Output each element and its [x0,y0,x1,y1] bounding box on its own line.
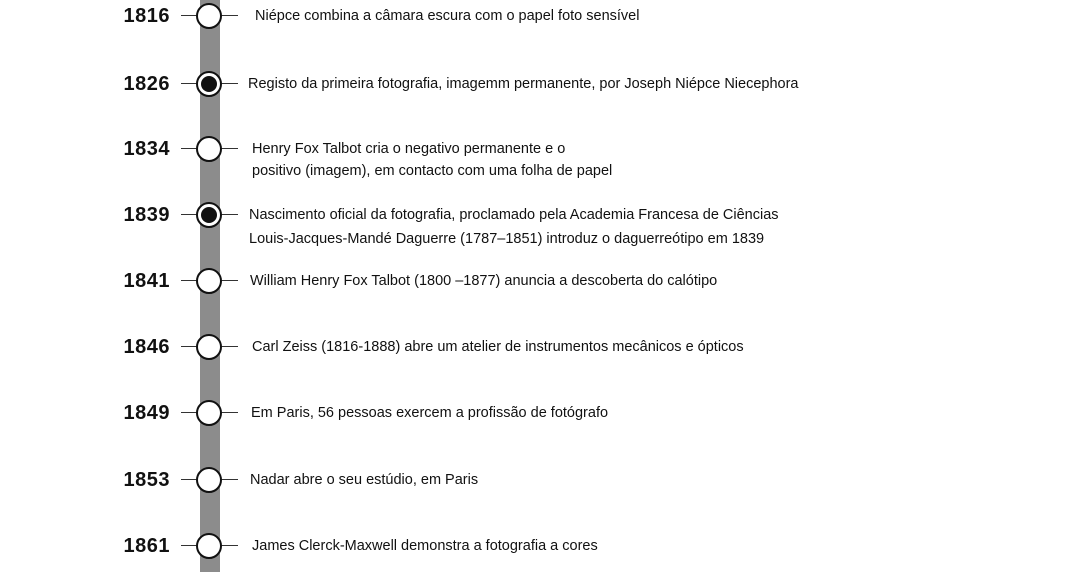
event-description [252,337,744,358]
event-description-line: Em Paris, 56 pessoas exercem a profissão de fotógrafo [251,405,609,421]
connector-right [221,83,238,84]
event-description-line: James Clerck-Maxwell demonstra a fotografia a cores [252,538,598,554]
event-description [250,271,717,292]
event-description [249,205,779,250]
milestone-node [196,268,222,294]
connector-right [221,214,238,215]
milestone-node [196,533,222,559]
event-description-line: Registo da primeira fotografia, imagemm permanente, por Joseph Niépce Niecephora [248,76,799,92]
event-description-line: Carl Zeiss (1816-1888) abre um atelier de instrumentos mecânicos e ópticos [252,339,744,355]
connector-right [221,148,238,149]
event-description-line: positivo (imagem), em contacto com uma folha de papel [252,163,613,179]
milestone-node-filled [196,71,222,97]
event-year: 1826 [123,73,170,95]
milestone-node-filled [196,202,222,228]
event-description [250,470,478,491]
event-description-line: Henry Fox Talbot cria o negativo permanente e o [252,141,566,157]
milestone-node [196,400,222,426]
event-description-line: Nadar abre o seu estúdio, em Paris [250,472,479,488]
connector-right [221,346,238,347]
event-year: 1846 [123,336,170,358]
event-year: 1853 [123,469,170,491]
event-description [252,139,612,182]
event-description-line: Niépce combina a câmara escura com o papel foto sensível [255,8,640,24]
connector-right [221,15,238,16]
event-description [255,6,639,27]
connector-right [221,412,238,413]
event-description-line: Louis-Jacques-Mandé Daguerre (1787–1851) introduz o daguerreótipo em 1839 [249,231,765,247]
milestone-node [196,334,222,360]
event-year: 1839 [123,204,170,226]
milestone-node [196,467,222,493]
event-year: 1861 [123,535,170,557]
event-year: 1834 [123,138,170,160]
event-description [251,403,608,424]
connector-right [221,545,238,546]
connector-right [221,479,238,480]
connector-right [221,280,238,281]
event-description [252,536,598,557]
event-description [248,74,798,95]
event-description-line: Nascimento oficial da fotografia, proclamado pela Academia Francesa de Ciências [249,207,779,223]
event-year: 1841 [123,270,170,292]
event-description-line: William Henry Fox Talbot (1800 –1877) anuncia a descoberta do calótipo [250,273,718,289]
milestone-node [196,136,222,162]
milestone-node [196,3,222,29]
event-year: 1849 [123,402,170,424]
event-year: 1816 [123,5,170,27]
